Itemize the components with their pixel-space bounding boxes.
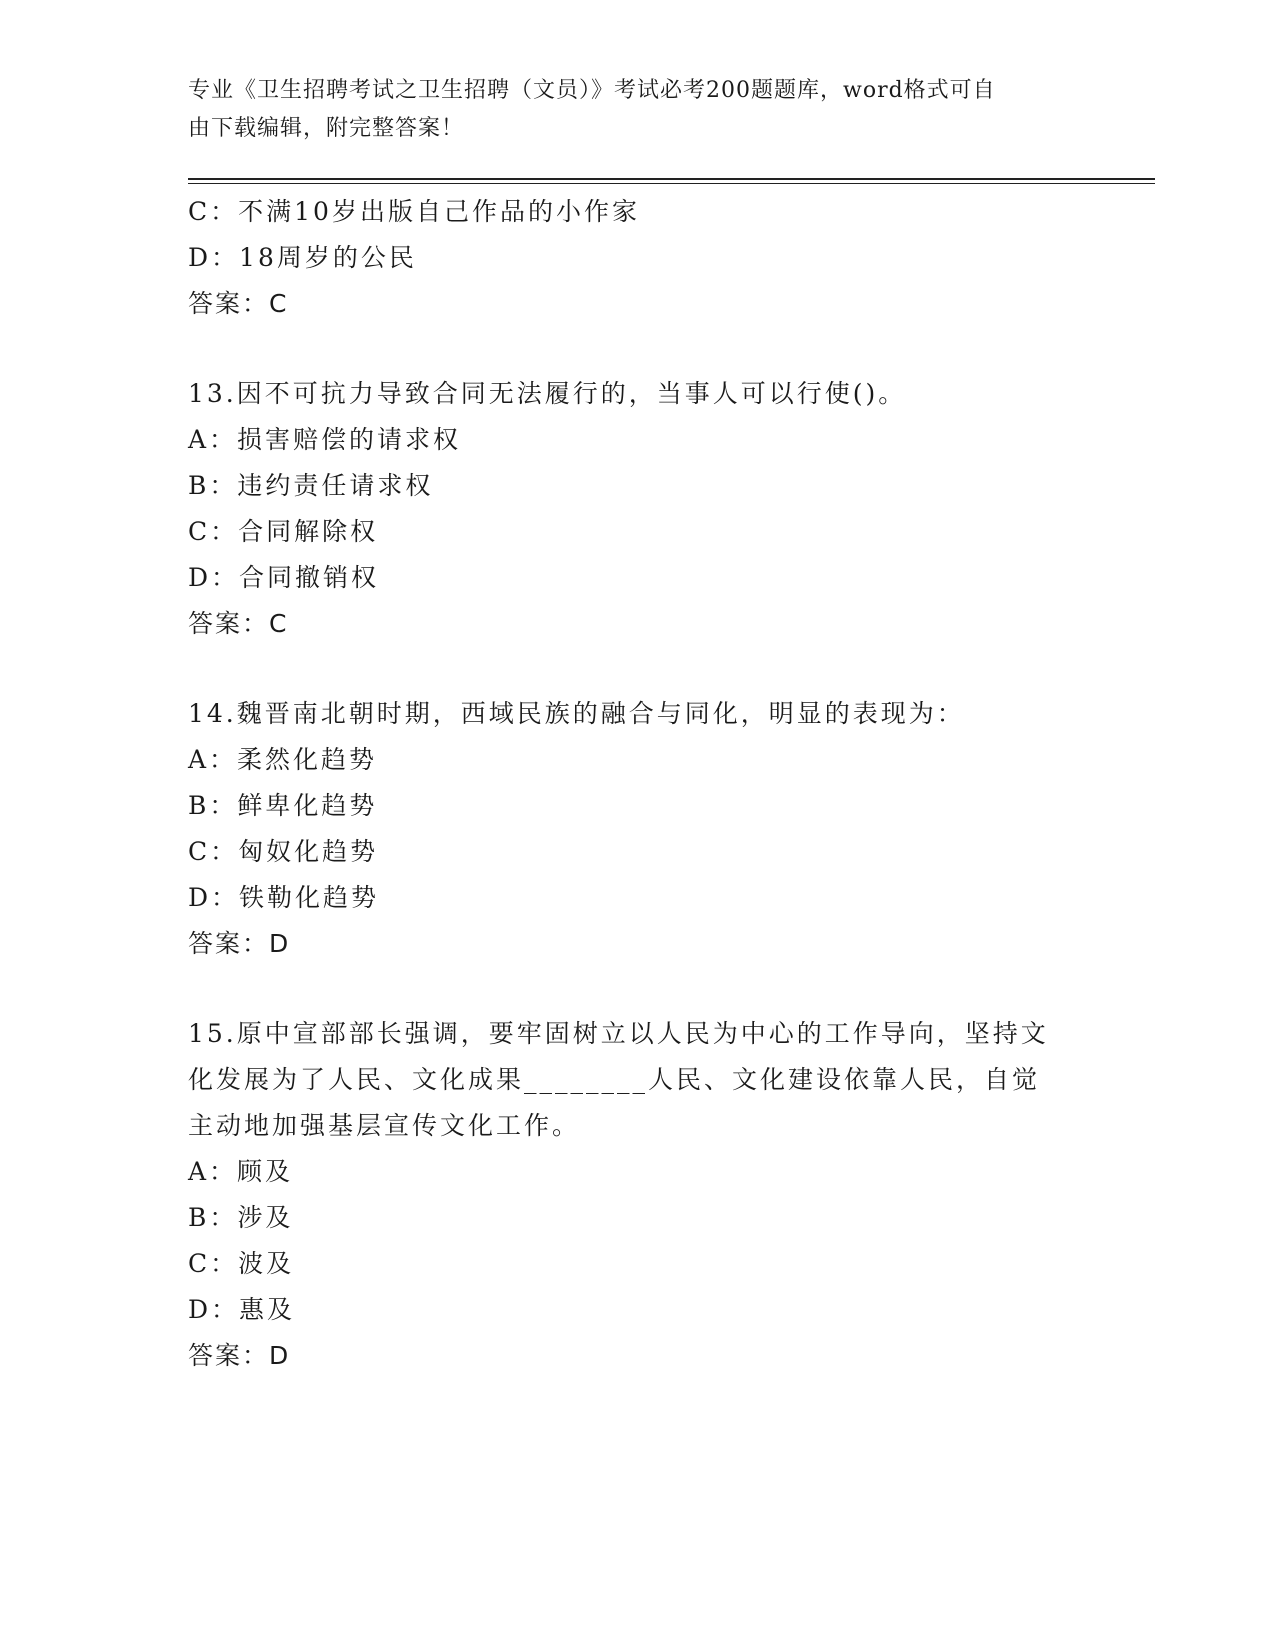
document-header (188, 72, 1068, 148)
spacer (188, 647, 1088, 691)
option-b: B：违约责任请求权 (188, 471, 434, 500)
option-c: C：波及 (188, 1249, 295, 1278)
question-stem-line-3: 主动地加强基层宣传文化工作。 (188, 1111, 581, 1140)
option-a: A：顾及 (188, 1157, 294, 1186)
option-a: A：损害赔偿的请求权 (188, 425, 462, 454)
spacer (188, 327, 1088, 371)
header-divider-thin (188, 183, 1155, 184)
header-line-2: 由下载编辑，附完整答案！ (188, 116, 465, 141)
option-d: D：合同撤销权 (188, 563, 380, 592)
header-divider-thick (188, 178, 1155, 180)
option-d: D：18周岁的公民 (188, 243, 417, 272)
answer-line: 答案：C (188, 289, 289, 318)
question-14 (188, 691, 1088, 967)
question-12-continued (188, 189, 1088, 327)
option-b: B：涉及 (188, 1203, 294, 1232)
header-line-1: 专业《卫生招聘考试之卫生招聘（文员）》考试必考200题题库，word格式可自 (188, 78, 996, 103)
spacer (188, 967, 1088, 1011)
question-13 (188, 371, 1088, 647)
question-stem: 13.因不可抗力导致合同无法履行的，当事人可以行使()。 (188, 379, 907, 408)
answer-line: 答案：D (188, 929, 291, 958)
option-c: C：匈奴化趋势 (188, 837, 379, 866)
option-a: A：柔然化趋势 (188, 745, 378, 774)
question-15 (188, 1011, 1088, 1379)
question-stem: 14.魏晋南北朝时期，西域民族的融合与同化，明显的表现为： (188, 699, 965, 728)
question-stem-line-2: 化发展为了人民、文化成果________人民、文化建设依靠人民，自觉 (188, 1065, 1041, 1094)
option-c: C：不满10岁出版自己作品的小作家 (188, 197, 640, 226)
question-stem-line-1: 15.原中宣部部长强调，要牢固树立以人民为中心的工作导向，坚持文 (188, 1019, 1049, 1048)
question-list (188, 189, 1088, 1379)
option-b: B：鲜卑化趋势 (188, 791, 378, 820)
option-d: D：惠及 (188, 1295, 296, 1324)
answer-line: 答案：D (188, 1341, 291, 1370)
option-c: C：合同解除权 (188, 517, 379, 546)
answer-line: 答案：C (188, 609, 289, 638)
option-d: D：铁勒化趋势 (188, 883, 380, 912)
